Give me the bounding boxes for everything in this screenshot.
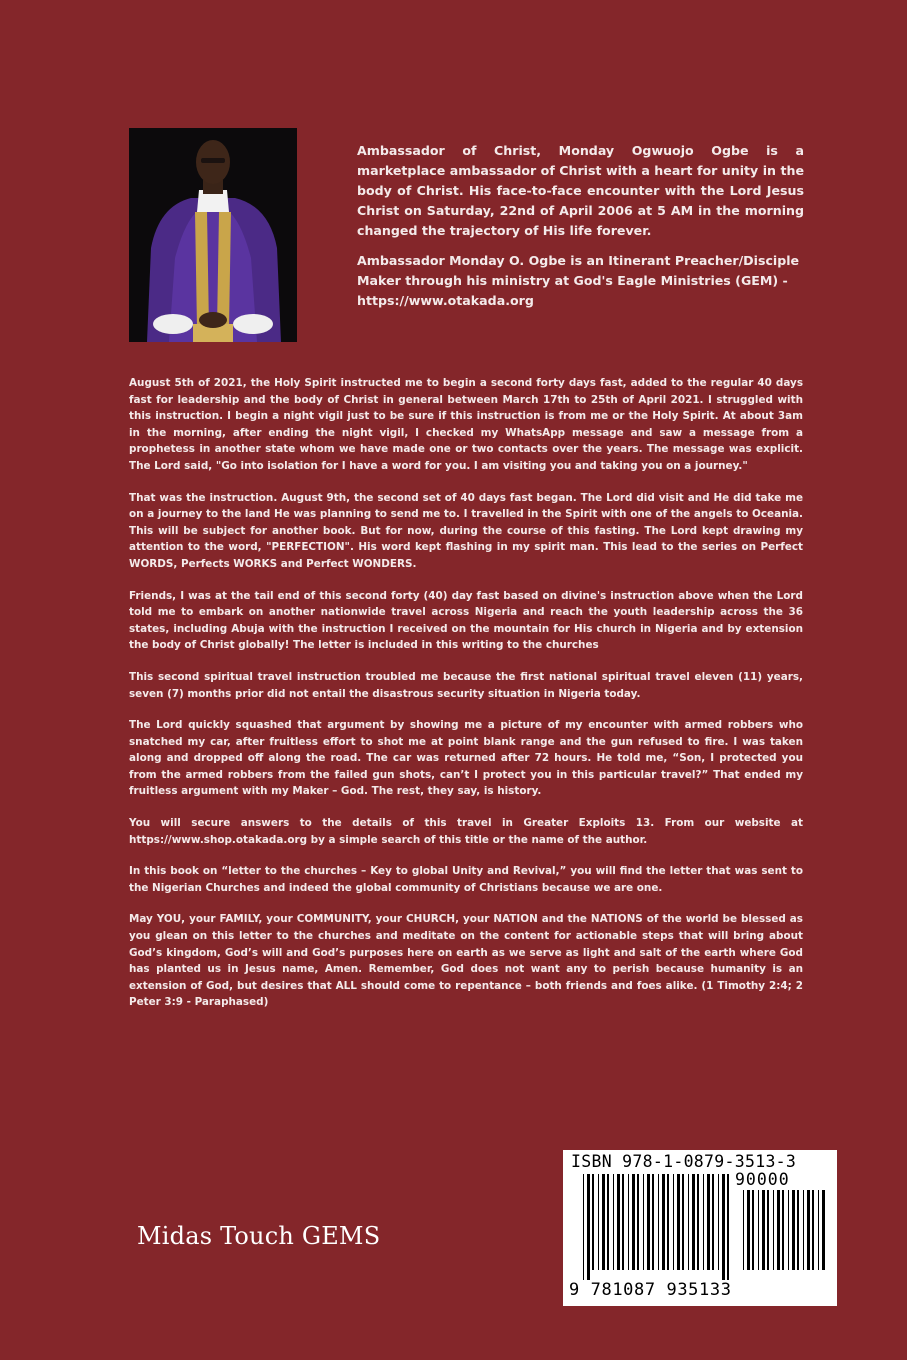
price-addon-code: 90000 <box>735 1170 790 1189</box>
barcode-bar <box>607 1174 609 1270</box>
barcode-bar <box>752 1190 754 1270</box>
author-bio <box>357 141 804 311</box>
barcode-bar <box>637 1174 639 1270</box>
ean-barcode-bars <box>583 1174 733 1280</box>
barcode-bar <box>743 1190 744 1270</box>
barcode-bar <box>688 1174 689 1270</box>
barcode-bar <box>812 1190 814 1270</box>
barcode-bar <box>652 1174 654 1270</box>
barcode-bar <box>822 1190 825 1270</box>
barcode-bar <box>647 1174 650 1270</box>
description-paragraph: Friends, I was at the tail end of this second forty (40) day fast based on divine's instruction above when the Lord told me to embark on another nationwide travel across Nigeria and reach the youth leadership across the 36 states, including Abuja with the instruction I received on the mountain for His church in Nigeria and by extension the body of Christ globally! The letter is included in this writing to the churches <box>129 589 803 652</box>
barcode-bar <box>632 1174 635 1270</box>
publisher-name: Midas Touch GEMS <box>137 1222 381 1250</box>
description-paragraph: August 5th of 2021, the Holy Spirit instructed me to begin a second forty days fast, added to the regular 40 days fast for leadership and the body of Christ in general between March 17th to 25th of April 2021. I struggled with this instruction. I begin a night vigil just to be sure if this instruction is from me or the Holy Spirit. At about 3am in the morning, after ending the night vigil, I checked my WhatsApp message and saw a message from a prophetess in another state whom we have made one or two contacts over the years. The message was explicit. The Lord said, "Go into isolation for I have a word for you. I am visiting you and taking you on a journey." <box>129 377 803 472</box>
barcode-bar <box>592 1174 594 1270</box>
author-photo <box>129 128 297 342</box>
description-paragraph: This second spiritual travel instruction troubled me because the first national spiritual travel eleven (11) years, seven (7) months prior did not entail the disastrous security situation in Nigeria today. <box>129 670 803 700</box>
barcode-bar <box>747 1190 750 1270</box>
bio-paragraph-1: Ambassador of Christ, Monday Ogwuojo Ogbe is a marketplace ambassador of Christ with a heart for unity in the body of Christ. His face-to-face encounter with the Lord Jesus Christ on Saturday, 22nd of April 2006 at 5 AM in the morning changed the trajectory of His life forever. <box>357 143 804 238</box>
barcode-bar <box>767 1190 769 1270</box>
description-paragraph: In this book on “letter to the churches – Key to global Unity and Revival,” you will find the letter that was sent to the Nigerian Churches and indeed the global community of Christians because we are one. <box>129 865 803 894</box>
isbn-number: ISBN 978-1-0879-3513-3 <box>571 1152 797 1171</box>
addon-barcode-bars <box>743 1190 827 1280</box>
barcode-bar <box>602 1174 605 1270</box>
barcode-bar <box>643 1174 644 1270</box>
barcode-bar <box>773 1190 774 1270</box>
description-paragraph: You will secure answers to the details of this travel in Greater Exploits 13. From our website at https://www.shop.otakada.org by a simple search of this title or the name of the author. <box>129 817 803 846</box>
barcode-bar <box>598 1174 599 1270</box>
barcode-bar <box>792 1190 795 1270</box>
barcode-bar <box>677 1174 680 1270</box>
barcode-bar <box>782 1190 784 1270</box>
barcode-bar <box>718 1174 719 1270</box>
barcode-bar <box>722 1174 725 1280</box>
bio-paragraph-2: Ambassador Monday O. Ogbe is an Itinerant Preacher/Disciple Maker through his ministry at God's Eagle Ministries (GEM) - https://www.otakada.org <box>357 253 800 308</box>
barcode-bar <box>803 1190 804 1270</box>
barcode-bar <box>788 1190 789 1270</box>
barcode-bar <box>712 1174 714 1270</box>
barcode-bar <box>628 1174 629 1270</box>
barcode-bar <box>667 1174 669 1270</box>
barcode-bar <box>758 1190 759 1270</box>
barcode-bar <box>777 1190 780 1270</box>
description-paragraph: May YOU, your FAMILY, your COMMUNITY, your CHURCH, your NATION and the NATIONS of the world be blessed as you glean on this letter to the churches and meditate on the content for actionable steps that will bring about God’s kingdom, God’s will and God’s purposes here on earth as we serve as light and salt of the earth where God has planted us in Jesus name, Amen. Remember, God does not want any to perish because humanity is an extension of God, but desires that ALL should come to repentance – both friends and foes alike. (1 Timothy 2:4; 2 Peter 3:9 - Paraphased) <box>129 913 803 1009</box>
barcode-bar <box>707 1174 710 1270</box>
barcode-bar <box>587 1174 590 1280</box>
ean-digits: 9 781087 935133 <box>569 1280 732 1300</box>
isbn-barcode <box>563 1150 837 1306</box>
description-paragraph: The Lord quickly squashed that argument by showing me a picture of my encounter with armed robbers who snatched my car, after fruitless effort to shot me at point blank range and the gun refused to fire. I was taken along and dropped off along the road. The car was returned after 72 hours. He told me, “Son, I protected you from the armed robbers from the failed gun shots, can’t I protect you in this particular travel?” That ended my fruitless argument with my Maker – God. The rest, they say, is history. <box>129 719 803 798</box>
barcode-bar <box>703 1174 704 1270</box>
barcode-bar <box>692 1174 695 1270</box>
barcode-bar <box>818 1190 819 1270</box>
barcode-bar <box>727 1174 729 1280</box>
barcode-bar <box>658 1174 659 1270</box>
description-paragraph: That was the instruction. August 9th, the second set of 40 days fast began. The Lord did visit and He did take me on a journey to the land He was planning to send me to. I travelled in the Spirit with one of the angels to Oceania. This will be subject for another book. But for now, during the course of this fasting. The Lord kept drawing my attention to the word, "PERFECTION". His word kept flashing in my spirit man. This lead to the series on Perfect WORDS, Perfects WORKS and Perfect WONDERS. <box>129 491 803 570</box>
barcode-bar <box>613 1174 614 1270</box>
barcode-bar <box>797 1190 799 1270</box>
barcode-bar <box>762 1190 765 1270</box>
barcode-bar <box>662 1174 665 1270</box>
author-portrait-illustration <box>129 128 297 342</box>
barcode-bar <box>682 1174 684 1270</box>
barcode-bar <box>583 1174 584 1280</box>
barcode-bar <box>697 1174 699 1270</box>
barcode-bar <box>617 1174 620 1270</box>
barcode-bar <box>673 1174 674 1270</box>
barcode-bar <box>622 1174 624 1270</box>
barcode-bar <box>807 1190 810 1270</box>
book-description <box>129 375 803 1026</box>
